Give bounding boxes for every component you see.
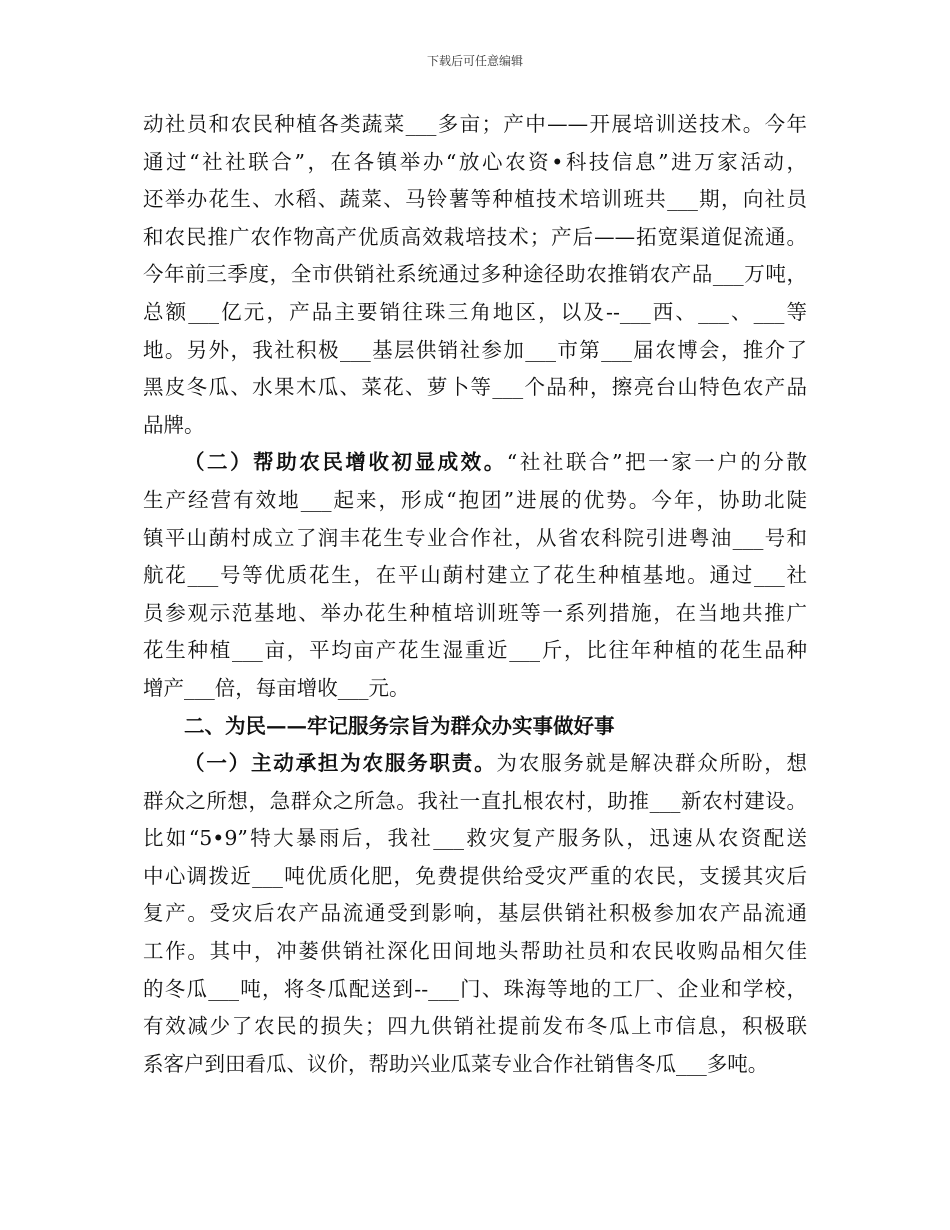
text-line bbox=[143, 444, 807, 482]
text-line: 工作。其中，冲蒌供销社深化田间地头帮助社员和农民收购品相欠佳 bbox=[143, 939, 807, 964]
text-line: 有效减少了农民的损失；四九供销社提前发布冬瓜上市信息，积极联 bbox=[143, 1014, 807, 1039]
paragraph-heading: （一）主动承担为农服务职责。 bbox=[184, 751, 497, 776]
text-line: 员参观示范基地、举办花生种植培训班等一系列措施，在当地共推广 bbox=[143, 600, 807, 625]
text-run: “社社联合”把一家一户的分散 bbox=[506, 450, 807, 475]
page-header: 下载后可任意编辑 bbox=[426, 54, 523, 68]
text-line bbox=[143, 745, 807, 783]
text-line: 黑皮冬瓜、水果木瓜、菜花、萝卜等___个品种，擦亮台山特色农产品 bbox=[143, 375, 807, 400]
paragraph-2 bbox=[143, 444, 807, 707]
text-line: 和农民推广农作物高产优质高效栽培技术；产后——拓宽渠道促流通。 bbox=[143, 224, 807, 249]
text-line: 今年前三季度，全市供销社系统通过多种途径助农推销农产品___万吨， bbox=[143, 262, 807, 287]
text-line: 增产___倍，每亩增收___元。 bbox=[143, 675, 410, 700]
text-line: 群众之所想，急群众之所急。我社一直扎根农村，助推___新农村建设。 bbox=[143, 788, 807, 813]
paragraph-1 bbox=[143, 106, 807, 444]
text-line: 还举办花生、水稻、蔬菜、马铃薯等种植技术培训班共___期，向社员 bbox=[143, 187, 807, 212]
text-line: 镇平山蓢村成立了润丰花生专业合作社，从省农科院引进粤油___号和 bbox=[143, 525, 807, 550]
paragraph-heading: （二）帮助农民增收初显成效。 bbox=[184, 450, 507, 475]
text-run: 为农服务就是解决群众所盼，想 bbox=[496, 751, 808, 776]
text-line: 通过“社社联合”，在各镇举办“放心农资•科技信息”进万家活动， bbox=[143, 149, 807, 174]
text-line: 的冬瓜___吨，将冬瓜配送到--___门、珠海等地的工厂、企业和学校， bbox=[143, 976, 807, 1001]
section-title: 二、为民——牢记服务宗旨为群众办实事做好事 bbox=[184, 713, 615, 738]
text-line: 系客户到田看瓜、议价，帮助兴业瓜菜专业合作社销售冬瓜___多吨。 bbox=[143, 1051, 769, 1076]
section-heading bbox=[143, 708, 807, 746]
paragraph-3 bbox=[143, 745, 807, 1083]
text-line: 中心调拨近___吨优质化肥，免费提供给受灾严重的农民，支援其灾后 bbox=[143, 863, 807, 888]
text-line: 动社员和农民种植各类蔬菜___多亩；产中——开展培训送技术。今年 bbox=[143, 112, 807, 136]
text-line: 复产。受灾后农产品流通受到影响，基层供销社积极参加农产品流通 bbox=[143, 901, 807, 926]
text-line: 比如“5•9”特大暴雨后，我社___救灾复产服务队，迅速从农资配送 bbox=[143, 826, 807, 851]
text-line: 地。另外，我社积极___基层供销社参加___市第___届农博会，推介了 bbox=[143, 337, 807, 362]
text-line: 总额___亿元，产品主要销往珠三角地区，以及--___西、___、___等 bbox=[143, 299, 807, 324]
text-line: 生产经营有效地___起来，形成“抱团”进展的优势。今年，协助北陡 bbox=[143, 487, 807, 512]
text-line: 航花___号等优质花生，在平山蓢村建立了花生种植基地。通过___社 bbox=[143, 563, 807, 588]
text-line: 品牌。 bbox=[143, 412, 205, 437]
text-line: 花生种植___亩，平均亩产花生湿重近___斤，比往年种植的花生品种 bbox=[143, 638, 807, 663]
document-body bbox=[143, 106, 807, 1083]
